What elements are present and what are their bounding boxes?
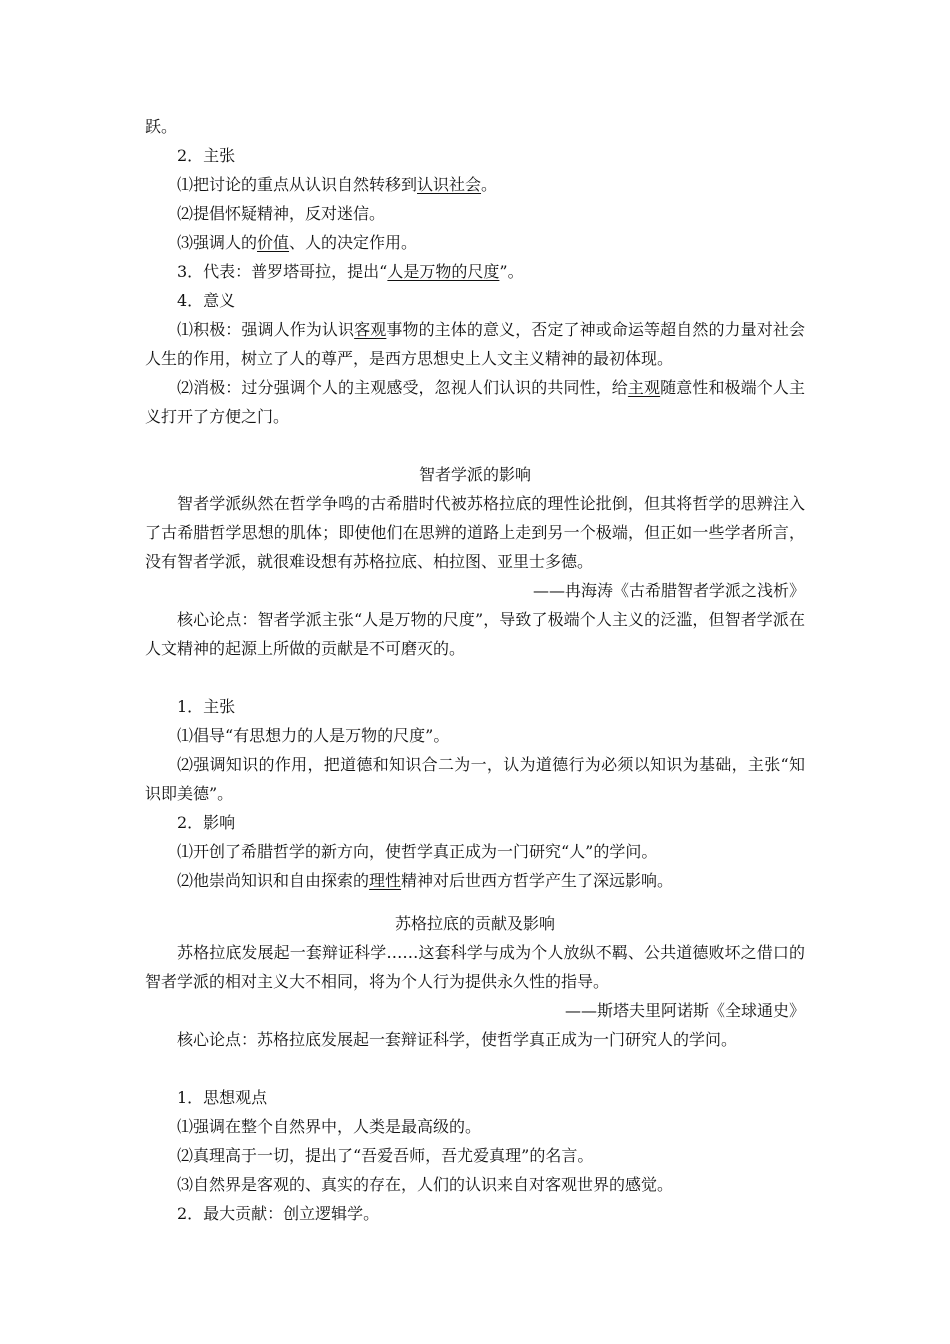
quote-source: ——冉海涛《古希腊智者学派之浅析》 xyxy=(532,581,805,600)
significance-negative xyxy=(145,373,805,431)
spacer xyxy=(145,895,805,909)
quote-source: ——斯塔夫里阿诺斯《全球通史》 xyxy=(564,1001,805,1020)
claim-item-1: ⑴倡导“有思想力的人是万物的尺度”。 xyxy=(177,726,450,745)
heading-significance: 4．意义 xyxy=(177,291,236,310)
text: ⑶强调人的 xyxy=(177,233,258,252)
text: ⑵消极：过分强调个人的主观感受，忽视人们认识的共同性，给 xyxy=(177,378,628,397)
text: 、人的决定作用。 xyxy=(289,233,418,252)
spacer xyxy=(145,663,805,692)
core-argument: 核心论点：苏格拉底发展起一套辩证科学，使哲学真正成为一门研究人的学问。 xyxy=(177,1030,738,1049)
heading-representative xyxy=(145,257,805,286)
idea-item-1: ⑴强调在整个自然界中，人类是最高级的。 xyxy=(177,1117,482,1136)
text: 精神对后世西方哲学产生了深远影响。 xyxy=(401,871,674,890)
spacer xyxy=(145,1054,805,1083)
significance-positive xyxy=(145,315,805,373)
idea-item-3: ⑶自然界是客观的、真实的存在，人们的认识来自对客观世界的感觉。 xyxy=(177,1175,674,1194)
quote-paragraph: 智者学派纵然在哲学争鸣的古希腊时代被苏格拉底的理性论批倒，但其将哲学的思辨注入了古希腊哲学思想的肌体；即使他们在思辨的道路上走到另一个极端，但正如一些学者所言，没有智者学派，就很难设想有苏格拉底、柏拉图、亚里士多德。 xyxy=(145,494,805,571)
heading-ideas: 1．思想观点 xyxy=(177,1088,268,1107)
underlined-term: 客观 xyxy=(354,320,387,339)
heading-claims: 1．主张 xyxy=(177,697,236,716)
influence-item-2 xyxy=(145,866,805,895)
underlined-term: 认识社会 xyxy=(417,175,482,194)
claim-item-2: ⑵提倡怀疑精神，反对迷信。 xyxy=(177,204,386,223)
document-page xyxy=(145,112,805,1228)
text: 3．代表：普罗塔哥拉，提出“ xyxy=(177,262,388,281)
text: 。 xyxy=(481,175,498,194)
continued-text: 跃。 xyxy=(145,117,178,136)
heading-influence: 2．影响 xyxy=(177,813,236,832)
text: ⑵他崇尚知识和自由探索的 xyxy=(177,871,370,890)
underlined-term: 理性 xyxy=(369,871,402,890)
text: ”。 xyxy=(499,262,524,281)
text: 事物的主体的意义，否定了神或命运等超自然的力量对社会人生的作用，树立了人的尊严，是西方思想史上人文主义精神的最初体现。 xyxy=(145,320,805,368)
claim-item-1 xyxy=(145,170,805,199)
section-title-socrates: 苏格拉底的贡献及影响 xyxy=(394,914,555,933)
quote-paragraph: 苏格拉底发展起一套辩证科学……这套科学与成为个人放纵不羁、公共道德败坏之借口的智者学派的相对主义大不相同，将为个人行为提供永久性的指导。 xyxy=(145,943,805,991)
text: ⑴把讨论的重点从认识自然转移到 xyxy=(177,175,418,194)
claim-item-3 xyxy=(145,228,805,257)
core-argument: 核心论点：智者学派主张“人是万物的尺度”，导致了极端个人主义的泛滥，但智者学派在人文精神的起源上所做的贡献是不可磨灭的。 xyxy=(145,610,805,658)
heading-claims: 2．主张 xyxy=(177,146,236,165)
section-title-sophists: 智者学派的影响 xyxy=(418,465,531,484)
text: 随意性和极端个人主义打开了方便之门。 xyxy=(145,378,805,426)
claim-item-2: ⑵强调知识的作用，把道德和知识合二为一，认为道德行为必须以知识为基础，主张“知识即美德”。 xyxy=(145,755,805,803)
underlined-term: 主观 xyxy=(627,378,661,397)
heading-contribution: 2．最大贡献：创立逻辑学。 xyxy=(177,1204,380,1223)
idea-item-2: ⑵真理高于一切，提出了“吾爱吾师，吾尤爱真理”的名言。 xyxy=(177,1146,594,1165)
underlined-term: 价值 xyxy=(257,233,290,252)
influence-item-1: ⑴开创了希腊哲学的新方向，使哲学真正成为一门研究“人”的学问。 xyxy=(177,842,658,861)
text: ⑴积极：强调人作为认识 xyxy=(177,320,355,339)
spacer xyxy=(145,431,805,460)
underlined-term: 人是万物的尺度 xyxy=(387,262,500,281)
